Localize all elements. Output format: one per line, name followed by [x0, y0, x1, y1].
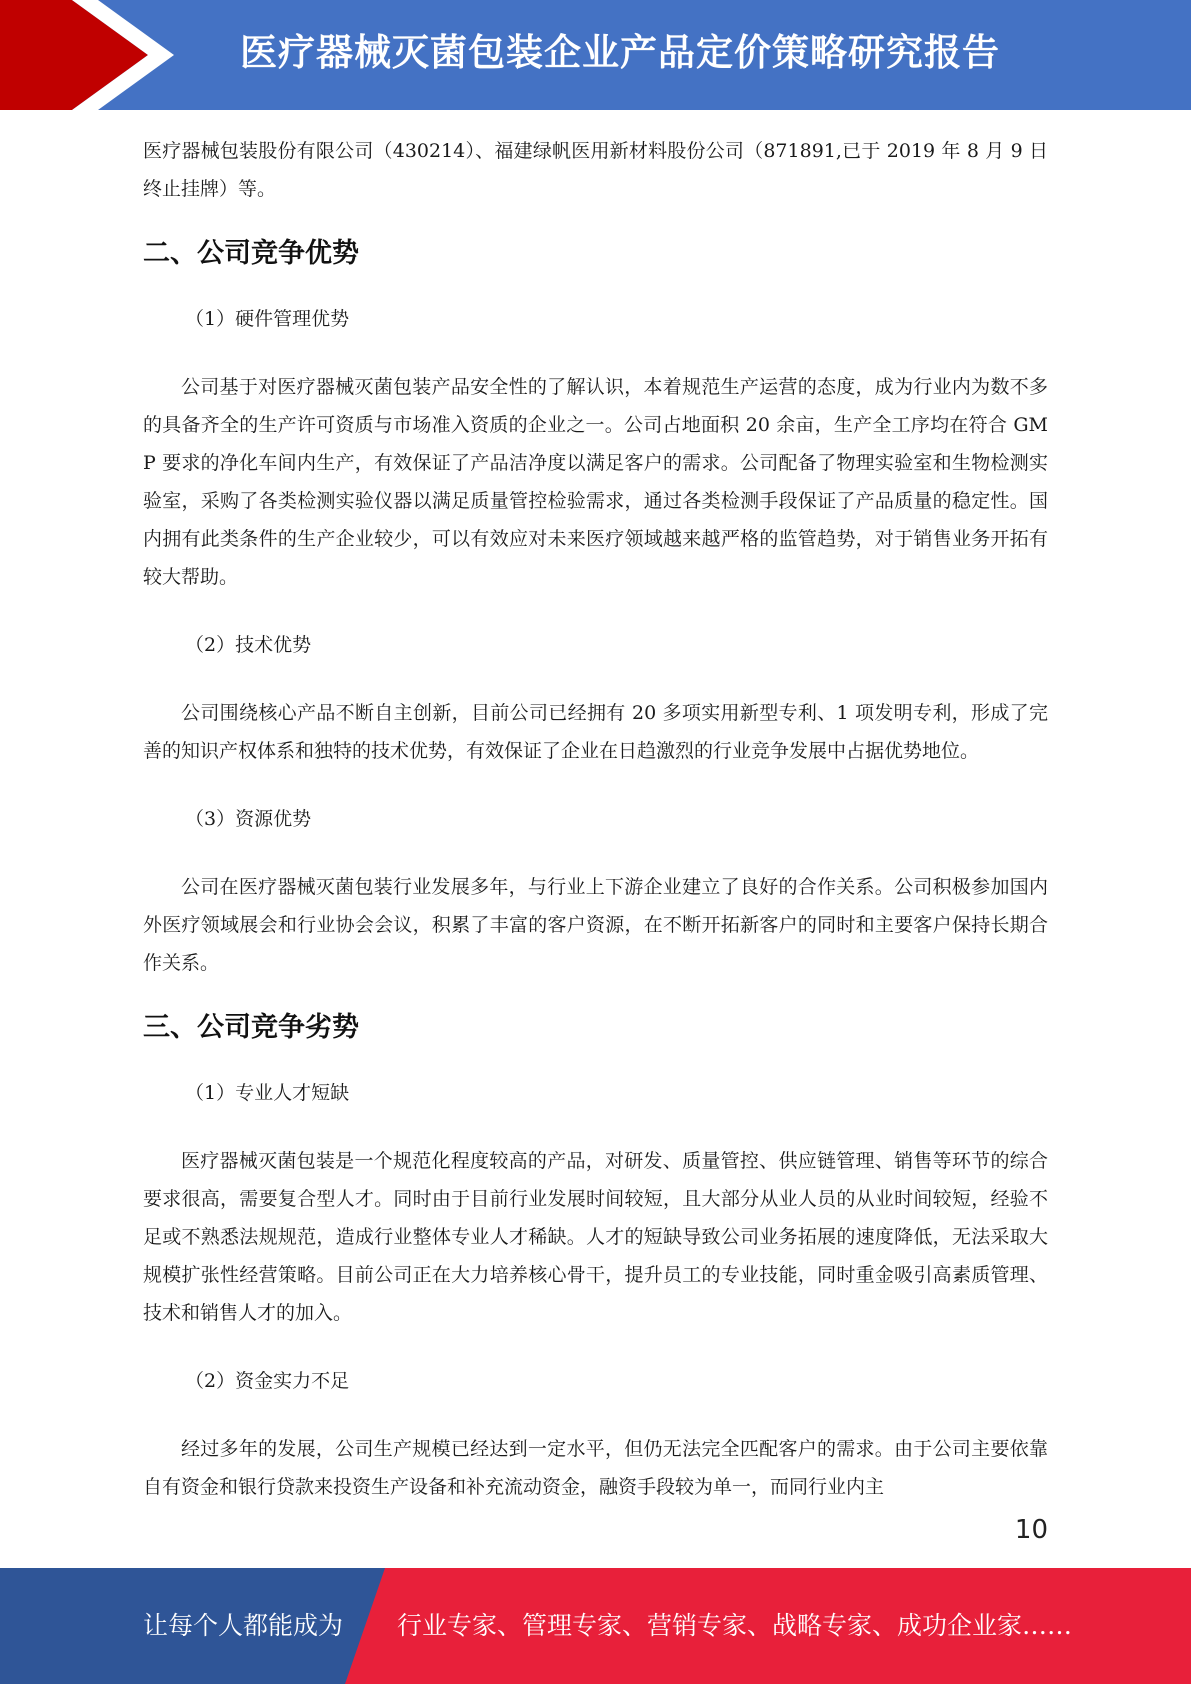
- subheading-talent: （1）专业人才短缺: [185, 1082, 350, 1104]
- paragraph-resources: 公司在医疗器械灭菌包装行业发展多年，与行业上下游企业建立了良好的合作关系。公司积极参加国内外医疗领域展会和行业协会会议，积累了丰富的客户资源，在不断开拓新客户的同时和主要客户保持长期合作关系。: [143, 876, 1048, 974]
- subheading-resources: （3）资源优势: [185, 808, 312, 830]
- intro-paragraph: 医疗器械包装股份有限公司（430214）、福建绿帆医用新材料股份公司（871891,已于 2019 年 8 月 9 日终止挂牌）等。: [143, 140, 1048, 200]
- footer-slogan-left: 让每个人都能成为: [143, 1611, 344, 1640]
- page-number: 10: [1014, 1515, 1048, 1545]
- footer-slogan-right: 行业专家、管理专家、营销专家、战略专家、成功企业家……: [397, 1611, 1073, 1640]
- report-title: 医疗器械灭菌包装企业产品定价策略研究报告: [240, 31, 1000, 74]
- subheading-capital: （2）资金实力不足: [185, 1370, 350, 1392]
- paragraph-talent: 医疗器械灭菌包装是一个规范化程度较高的产品，对研发、质量管控、供应链管理、销售等环节的综合要求很高，需要复合型人才。同时由于目前行业发展时间较短，且大部分从业人员的从业时间较短，经验不足或不熟悉法规规范，造成行业整体专业人才稀缺。人才的短缺导致公司业务拓展的速度降低，无法采取大规模扩张性经营策略。目前公司正在大力培养核心骨干，提升员工的专业技能，同时重金吸引高素质管理、技术和销售人才的加入。: [143, 1150, 1048, 1324]
- header-banner: [0, 0, 1191, 110]
- section-heading-disadvantages: 三、公司竞争劣势: [143, 1012, 359, 1043]
- paragraph-hardware: 公司基于对医疗器械灭菌包装产品安全性的了解认识，本着规范生产运营的态度，成为行业内为数不多的具备齐全的生产许可资质与市场准入资质的企业之一。公司占地面积 20 余亩，生产全工序均在符合 GMP 要求的净化车间内生产，有效保证了产品洁净度以满足客户的需求。公司配备了物理实验室和生物检测实验室，采购了各类检测实验仪器以满足质量管控检验需求，通过各类检测手段保证了产品质量的稳定性。国内拥有此类条件的生产企业较少，可以有效应对未来医疗领域越来越严格的监管趋势，对于销售业务开拓有较大帮助。: [143, 376, 1048, 588]
- paragraph-technology: 公司围绕核心产品不断自主创新，目前公司已经拥有 20 多项实用新型专利、1 项发明专利，形成了完善的知识产权体系和独特的技术优势，有效保证了企业在日趋激烈的行业竞争发展中占据优势地位。: [143, 702, 1048, 762]
- footer-banner: [0, 1568, 1191, 1684]
- subheading-hardware: （1）硬件管理优势: [185, 308, 350, 330]
- document-body: [143, 132, 1048, 1506]
- subheading-technology: （2）技术优势: [185, 634, 312, 656]
- section-heading-advantages: 二、公司竞争优势: [143, 238, 359, 269]
- paragraph-capital: 经过多年的发展，公司生产规模已经达到一定水平，但仍无法完全匹配客户的需求。由于公司主要依靠自有资金和银行贷款来投资生产设备和补充流动资金，融资手段较为单一，而同行业内主: [143, 1438, 1048, 1498]
